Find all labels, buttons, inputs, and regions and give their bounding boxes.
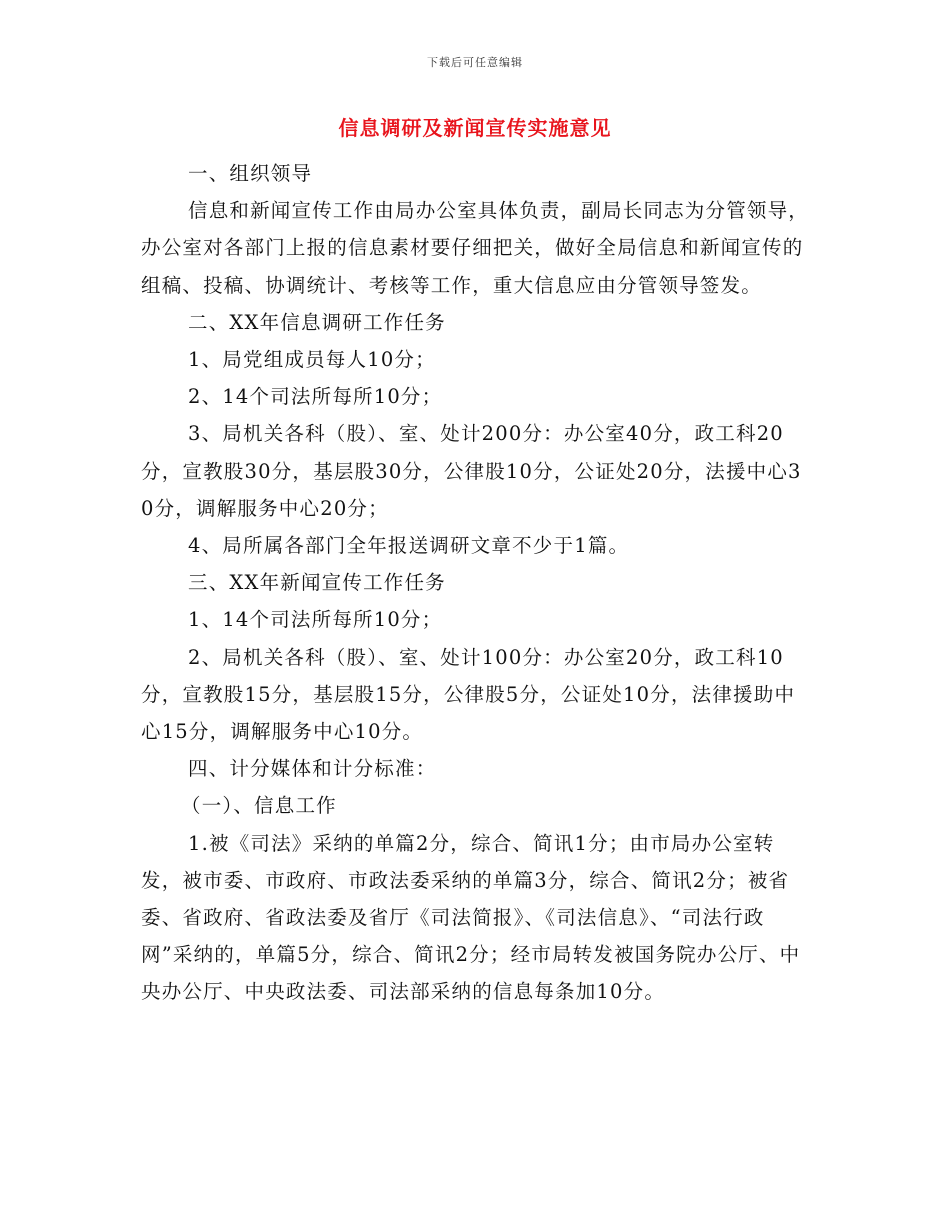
list-item-research-3: 3、局机关各科（股）、室、处计200分：办公室40分，政工科20分，宣教股30分，基层股30分，公律股10分，公证处20分，法援中心30分，调解服务中心20分； — [141, 422, 802, 520]
paragraph-organization: 信息和新闻宣传工作由局办公室具体负责，副局长同志为分管领导，办公室对各部门上报的信息素材要仔细把关，做好全局信息和新闻宣传的组稿、投稿、协调统计、考核等工作，重大信息应由分管领导签发。 — [141, 199, 810, 297]
section-heading-research-tasks: 二、XX年信息调研工作任务 — [188, 310, 446, 334]
document-title: 信息调研及新闻宣传实施意见 — [338, 116, 612, 140]
header-note: 下载后可任意编辑 — [427, 56, 523, 69]
list-item-publicity-2: 2、局机关各科（股）、室、处计100分：办公室20分，政工科10分，宣教股15分，基层股15分，公律股5分，公证处10分，法律援助中心15分，调解服务中心10分。 — [141, 645, 796, 744]
list-item-research-1: 1、局党组成员每人10分； — [188, 348, 436, 372]
scoring-rule-1: 1.被《司法》采纳的单篇2分，综合、简讯1分；由市局办公室转发，被市委、市政府、市政法委采纳的单篇3分，综合、简讯2分；被省委、省政府、省政法委及省厅《司法简报》、《司法信息》、“司法行政网”采纳的，单篇5分，综合、简讯2分；经市局转发被国务院办公厅、中央办公厅、中央政法委、司法部采纳的信息每条加10分。 — [141, 831, 801, 1004]
list-item-research-2: 2、14个司法所每所10分； — [188, 385, 443, 409]
section-heading-publicity-tasks: 三、XX年新闻宣传工作任务 — [188, 571, 446, 595]
section-heading-scoring: 四、计分媒体和计分标准： — [188, 757, 437, 781]
subsection-heading-information: （一）、信息工作 — [181, 794, 337, 818]
section-heading-organization: 一、组织领导 — [188, 162, 313, 185]
list-item-publicity-1: 1、14个司法所每所10分； — [188, 608, 443, 632]
list-item-research-4: 4、局所属各部门全年报送调研文章不少于1篇。 — [188, 534, 630, 558]
document-body — [141, 155, 813, 1011]
